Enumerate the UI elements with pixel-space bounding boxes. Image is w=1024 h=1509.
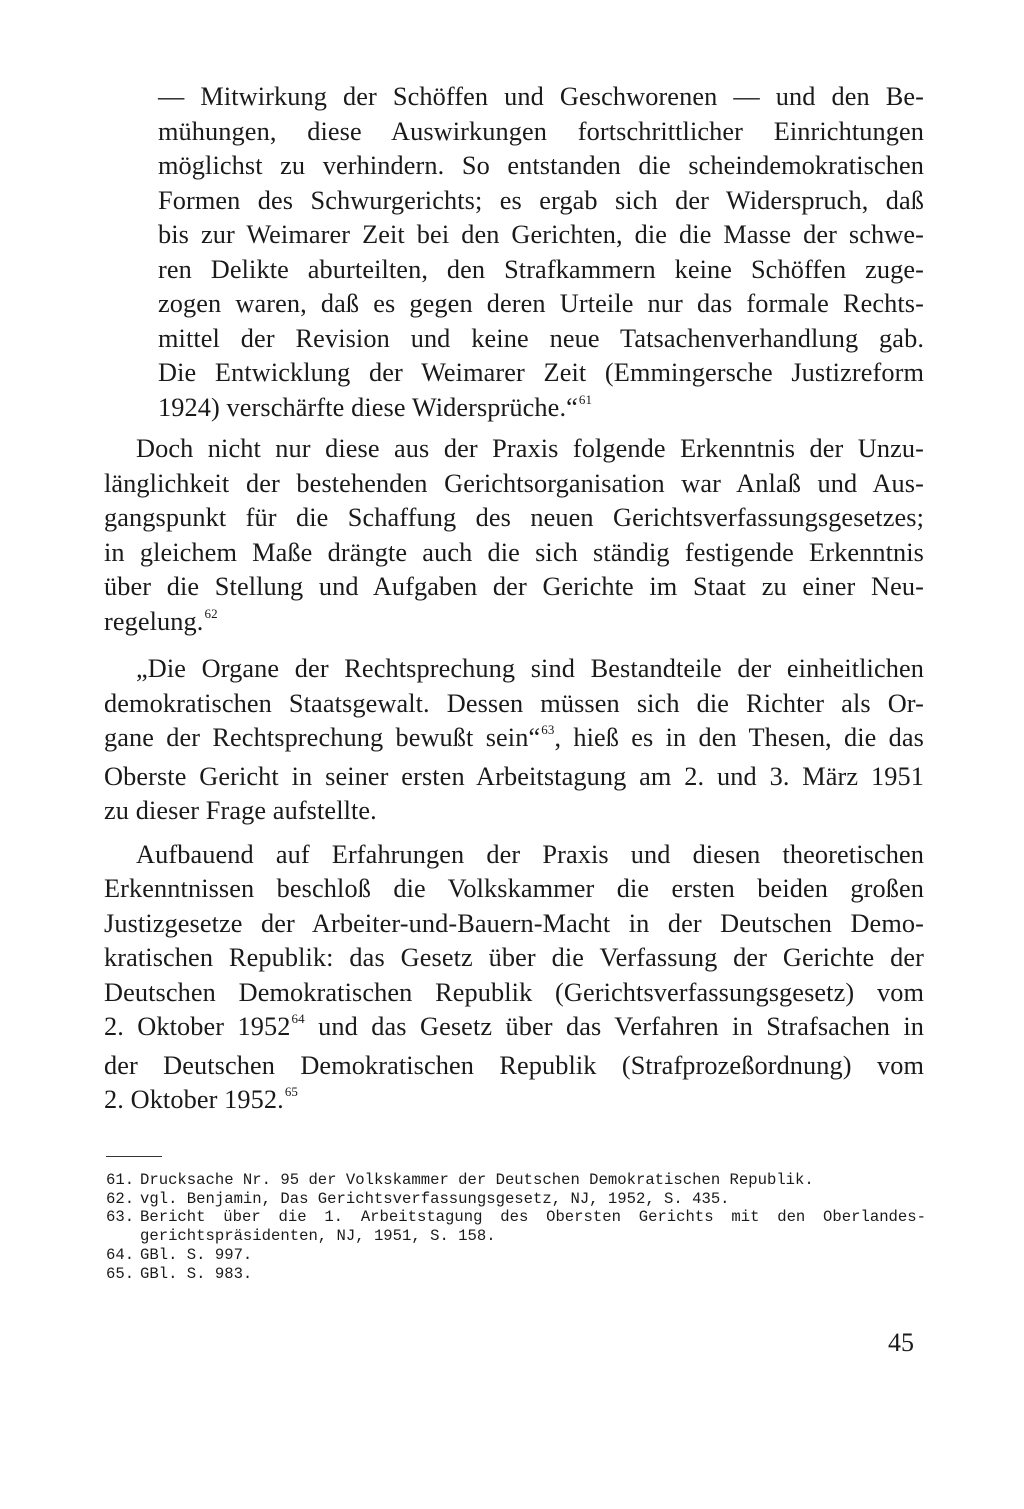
text-line: zu dieser Frage aufstellte. (104, 796, 377, 825)
footnote-line: gerichtspräsidenten, NJ, 1951, S. 158. (140, 1227, 496, 1246)
text-line (104, 721, 924, 760)
text-line: Aufbauend auf Erfahrungen der Praxis und diesen theoretischen (136, 839, 924, 869)
text-line: über die Stellung und Aufgaben der Gerichte im Staat zu einer Neu- (104, 572, 924, 601)
footnote-text (140, 1265, 926, 1284)
footnote (106, 1190, 926, 1209)
text-fragment: 2. Oktober 1952. (104, 1085, 284, 1114)
footnote-ref: 62 (204, 605, 218, 621)
footnote-text (140, 1208, 926, 1245)
footnote-line: GBl. S. 983. (140, 1264, 253, 1283)
text-fragment: und das Gesetz über das Verfahren in Strafsachen in (304, 1012, 925, 1041)
footnote-ref: 63 (541, 722, 555, 737)
text-line: mittel der Revision und keine neue Tatsachenverhandlung gab. (158, 323, 924, 353)
footnote-number: 61. (106, 1171, 135, 1189)
text-fragment: 2. Oktober 1952 (104, 1012, 291, 1041)
page-number: 45 (888, 1328, 914, 1357)
paragraph (104, 432, 924, 643)
footnote-line: vgl. Benjamin, Das Gerichtsverfassungsgesetz, NJ, 1952, S. 435. (140, 1189, 730, 1208)
text-line: Die Entwicklung der Weimarer Zeit (Emmingersche Justizreform (158, 358, 924, 387)
footnote (106, 1265, 926, 1284)
paragraph (104, 652, 924, 829)
text-fragment: , hieß es in den Thesen, die das (554, 723, 924, 752)
text-fragment: gane der Rechtsprechung bewußt sein“ (104, 723, 541, 752)
footnote-number: 64. (106, 1245, 135, 1264)
footnote-number: 63. (106, 1208, 135, 1227)
footnote (106, 1208, 926, 1245)
text-line: „Die Organe der Rechtsprechung sind Bestandteile der einheitlichen (136, 654, 924, 683)
paragraph (104, 838, 924, 1122)
text-line: länglichkeit der bestehenden Gerichtsorganisation war Anlaß und Aus- (104, 468, 924, 498)
text-line: in gleichem Maße drängte auch die sich ständig festigende Erkenntnis (104, 537, 924, 567)
footnote (106, 1246, 926, 1265)
text-fragment: regelung. (104, 606, 204, 636)
text-line: ren Delikte aburteilten, den Strafkammern keine Schöffen zuge- (158, 254, 924, 284)
text-line (104, 605, 924, 644)
text-line: kratischen Republik: das Gesetz über die Verfassung der Gerichte der (104, 943, 924, 972)
text-line: gangspunkt für die Schaffung des neuen Gerichtsverfassungsgesetzes; (104, 503, 924, 532)
body-text (104, 80, 924, 1122)
footnote-number: 65. (106, 1264, 135, 1283)
footnote-text (140, 1246, 926, 1265)
text-line: demokratischen Staatsgewalt. Dessen müssen sich die Richter als Or- (104, 688, 924, 718)
text-line: mühungen, diese Auswirkungen fortschrittlicher Einrichtungen (158, 116, 924, 146)
text-fragment: 1924) verschärfte diese Widersprüche.“ (158, 392, 578, 422)
text-line (158, 391, 924, 430)
footnote-ref: 65 (284, 1084, 299, 1099)
text-line: Formen des Schwurgerichts; es ergab sich der Widerspruch, daß (158, 185, 924, 215)
footnote-line: GBl. S. 997. (140, 1245, 253, 1264)
text-line: zogen waren, daß es gegen deren Urteile nur das formale Rechts- (158, 289, 924, 318)
quote-paragraph (158, 80, 924, 429)
footnote (106, 1171, 926, 1190)
footnote-text (140, 1190, 926, 1209)
footnote-line: Drucksache Nr. 95 der Volkskammer der Deutschen Demokratischen Republik. (140, 1171, 814, 1189)
text-line: Oberste Gericht in seiner ersten Arbeitstagung am 2. und 3. März 1951 (104, 761, 924, 791)
text-line: Deutschen Demokratischen Republik (Gerichtsverfassungsgesetz) vom (104, 977, 924, 1007)
text-line (104, 1083, 924, 1122)
text-line (104, 1010, 924, 1049)
footnote-ref: 61 (578, 391, 593, 407)
text-line: Erkenntnissen beschloß die Volkskammer die ersten beiden großen (104, 874, 924, 903)
footnote-line: Bericht über die 1. Arbeitstagung des Obersten Gerichts mit den Oberlandes- (140, 1208, 926, 1227)
text-line: bis zur Weimarer Zeit bei den Gerichten, die die Masse der schwe- (158, 220, 924, 249)
footnote-divider (106, 1156, 162, 1157)
footnote-text (140, 1171, 926, 1190)
text-line: Justizgesetze der Arbeiter-und-Bauern-Macht in der Deutschen Demo- (104, 908, 924, 938)
footnote-number: 62. (106, 1189, 135, 1208)
text-line: Doch nicht nur diese aus der Praxis folgende Erkenntnis der Unzu- (136, 434, 924, 463)
footnote-ref: 64 (291, 1011, 305, 1026)
footnotes (106, 1171, 926, 1283)
text-line: — Mitwirkung der Schöffen und Geschworenen — und den Be- (158, 82, 924, 111)
text-line: der Deutschen Demokratischen Republik (Strafprozeßordnung) vom (104, 1050, 924, 1080)
text-line: möglichst zu verhindern. So entstanden die scheindemokratischen (158, 151, 924, 180)
